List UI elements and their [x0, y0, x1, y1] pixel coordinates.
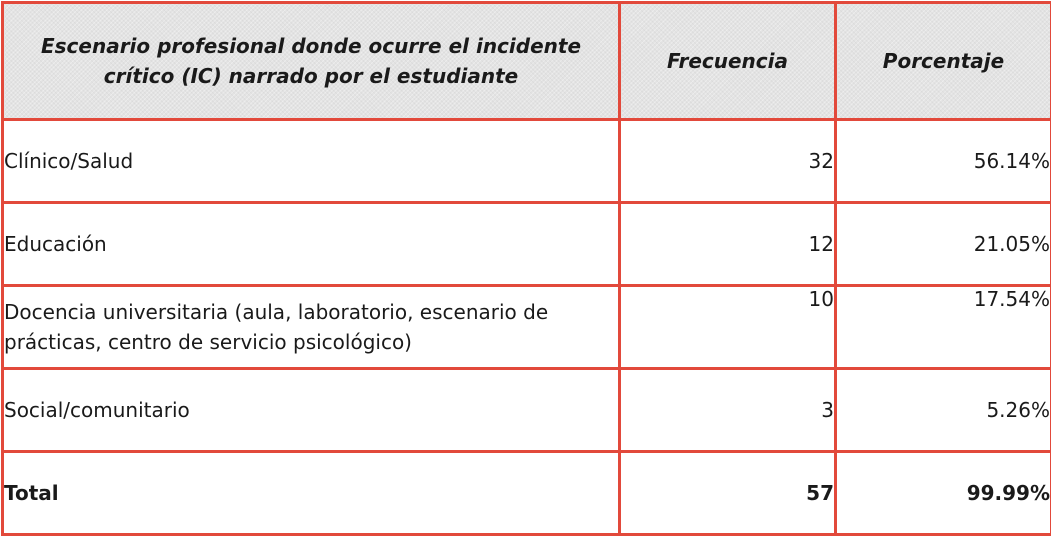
cell-scenario: Educación	[3, 203, 620, 286]
table-body	[3, 120, 1051, 535]
cell-percentage: 5.26%	[836, 369, 1051, 452]
total-row	[3, 452, 1051, 535]
table-header	[3, 3, 1051, 120]
cell-scenario: Clínico/Salud	[3, 120, 620, 203]
header-frequency: Frecuencia	[620, 3, 836, 120]
table-row	[3, 203, 1051, 286]
total-percentage: 99.99%	[836, 452, 1051, 535]
incident-scenario-table	[1, 1, 1051, 536]
cell-frequency: 3	[620, 369, 836, 452]
table-row	[3, 120, 1051, 203]
cell-percentage: 17.54%	[836, 286, 1051, 369]
cell-scenario: Social/comunitario	[3, 369, 620, 452]
header-row	[3, 3, 1051, 120]
cell-percentage: 21.05%	[836, 203, 1051, 286]
cell-frequency: 12	[620, 203, 836, 286]
table-row	[3, 369, 1051, 452]
cell-frequency: 10	[620, 286, 836, 369]
header-percentage: Porcentaje	[836, 3, 1051, 120]
cell-percentage: 56.14%	[836, 120, 1051, 203]
cell-scenario: Docencia universitaria (aula, laboratorio, escenario de prácticas, centro de servicio psicológico)	[3, 286, 620, 369]
total-label: Total	[3, 452, 620, 535]
table-row	[3, 286, 1051, 369]
total-frequency: 57	[620, 452, 836, 535]
header-scenario: Escenario profesional donde ocurre el incidente crítico (IC) narrado por el estudiante	[3, 3, 620, 120]
cell-frequency: 32	[620, 120, 836, 203]
